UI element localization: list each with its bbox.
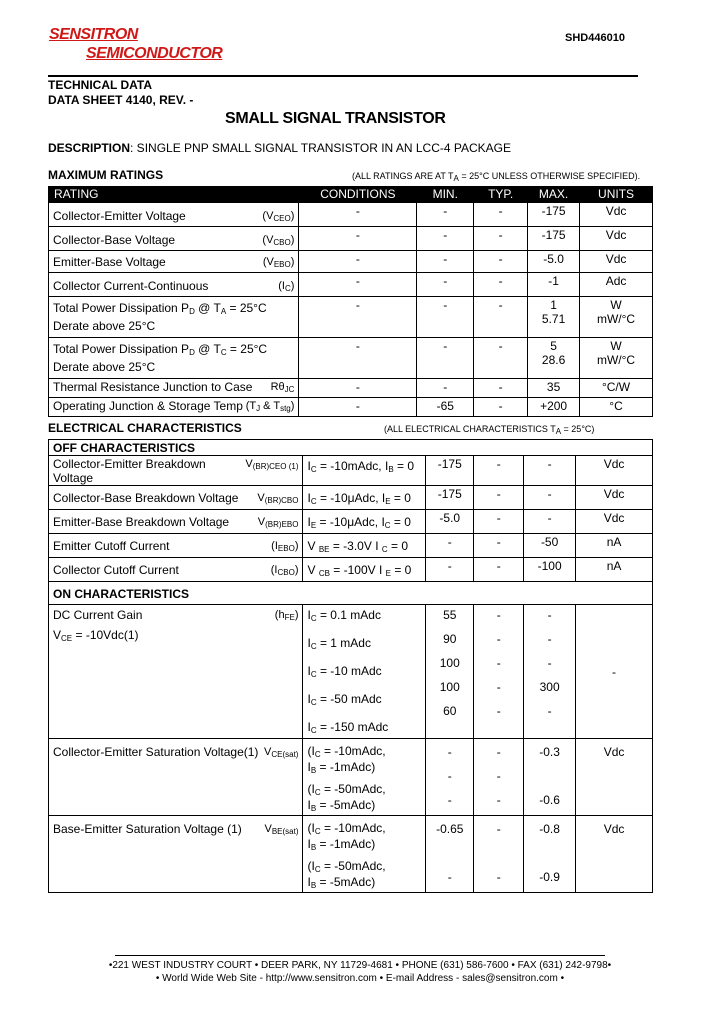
cell: 35 xyxy=(528,379,580,398)
cell: Vdc xyxy=(580,203,653,227)
footer-rule xyxy=(115,955,605,956)
table-row xyxy=(49,398,653,417)
cell: - xyxy=(417,227,474,251)
table-row xyxy=(49,297,653,338)
cell: Vdc xyxy=(576,486,653,510)
col-rating: RATING xyxy=(49,187,299,203)
param-label: Collector-Emitter Saturation Voltage(1) xyxy=(53,745,259,759)
description xyxy=(48,141,511,155)
cell: - xyxy=(474,558,524,582)
col-conditions: CONDITIONS xyxy=(299,187,417,203)
cell: Vdc xyxy=(580,227,653,251)
elec-table xyxy=(48,439,653,893)
cell: -175 xyxy=(426,456,474,486)
cell: - xyxy=(474,486,524,510)
cell: - xyxy=(417,338,474,379)
vbe-sat-min: -0.65 - xyxy=(426,816,474,893)
data-sheet-label: DATA SHEET 4140, REV. - xyxy=(48,93,194,107)
cell: - xyxy=(417,251,474,273)
vbe-sat-max: -0.8 -0.9 xyxy=(524,816,576,893)
cell: -175 xyxy=(528,227,580,251)
cell: °C xyxy=(580,398,653,417)
param-label: Base-Emitter Saturation Voltage (1) xyxy=(53,822,242,836)
cell: -100 xyxy=(524,558,576,582)
cell: - xyxy=(474,203,528,227)
cond: V $_{CB}$ = -100V I $_E$ = 0 xyxy=(303,558,426,582)
table-row: $(I_{CBO})$ Collector Cutoff Current V $_{CB}$ = -100V I $_E$ = 0 - - -100 nA xyxy=(49,558,653,582)
on-heading-row xyxy=(49,582,653,605)
page-title: SMALL SIGNAL TRANSISTOR xyxy=(225,110,446,127)
symbol: $R\theta_{JC}$ xyxy=(270,381,295,394)
table-row xyxy=(49,379,653,398)
cell: - xyxy=(474,251,528,273)
hfe-typ: - - - - - xyxy=(474,605,524,739)
table-row xyxy=(49,338,653,379)
logo-sensitron: SENSITRON xyxy=(49,26,138,43)
cell: - xyxy=(299,297,417,338)
cell: -175 xyxy=(528,203,580,227)
cell: -1 xyxy=(528,273,580,297)
vce-sat-max: -0.3 -0.6 xyxy=(524,739,576,816)
rating-label: Operating Junction & Storage Temp xyxy=(53,399,243,413)
cell: - xyxy=(417,203,474,227)
table-row xyxy=(49,227,653,251)
cell: Adc xyxy=(580,273,653,297)
elec-heading: ELECTRICAL CHARACTERISTICS xyxy=(48,421,242,435)
rating-label: Collector-Base Voltage xyxy=(53,233,176,247)
off-heading-row xyxy=(49,440,653,456)
cell: - xyxy=(474,510,524,534)
symbol: $(V_{EBO})$ xyxy=(262,256,295,269)
note-sub: A xyxy=(453,174,459,183)
cell: -5.0 xyxy=(426,510,474,534)
cell: - xyxy=(474,379,528,398)
cell: - xyxy=(299,227,417,251)
rating-label: Emitter-Base Voltage xyxy=(53,255,166,269)
hfe-conditions: $I_C = 0.1$ mAdc $I_C = 1$ mAdc $I_C = -10$ mAdc $I_C = -50$ mAdc $I_C = -150$ mAdc xyxy=(303,605,426,739)
footer-contact: • World Wide Web Site - http://www.sensitron.com • E-mail Address - sales@sensitron.com • xyxy=(155,973,565,984)
cell: - xyxy=(524,486,576,510)
cell: - xyxy=(474,297,528,338)
on-heading: ON CHARACTERISTICS xyxy=(49,582,653,605)
description-text: : SINGLE PNP SMALL SIGNAL TRANSISTOR IN AN LCC-4 PACKAGE xyxy=(130,141,512,155)
cell: - xyxy=(417,297,474,338)
col-max: MAX. xyxy=(528,187,580,203)
logo-semiconductor: SEMICONDUCTOR xyxy=(86,45,223,62)
cell: - xyxy=(299,398,417,417)
vbe-sat-units: Vdc xyxy=(576,816,653,893)
symbol: $(V_{CEO})$ xyxy=(262,210,295,223)
hfe-row xyxy=(49,605,653,739)
cell: 1 5.71 xyxy=(528,297,580,338)
cell: Vdc xyxy=(580,251,653,273)
cell: - xyxy=(426,534,474,558)
max-ratings-heading: MAXIMUM RATINGS xyxy=(48,168,164,182)
cell: Vdc xyxy=(576,456,653,486)
table-row xyxy=(49,251,653,273)
cell: -50 xyxy=(524,534,576,558)
cell: -175 xyxy=(426,486,474,510)
cell: - xyxy=(299,203,417,227)
rating-label: Collector Current-Continuous xyxy=(53,279,209,293)
hfe-param: $(h_{FE})$ DC Current Gain $V_{CE} = -10Vdc(1)$ xyxy=(49,605,303,739)
cell: -65 xyxy=(417,398,474,417)
cell: - xyxy=(299,273,417,297)
table-row: $V_{(BR)CEO (1)}$ Collector-Emitter Breakdown Voltage $I_C$ = -10mAdc, $I_B = 0$ -175 - - Vdc xyxy=(49,456,653,486)
cond: $I_C$ = -10mAdc, $I_B = 0$ xyxy=(303,456,426,486)
table-row: $V_{(BR)EBO}$ Emitter-Base Breakdown Voltage $I_E = -10\mu Adc$, $I_C = 0$ -5.0 - - Vdc xyxy=(49,510,653,534)
cell: - xyxy=(299,379,417,398)
cell: -5.0 xyxy=(528,251,580,273)
param-label: Emitter Cutoff Current xyxy=(53,539,170,553)
table-row: $V_{(BR)CBO}$ Collector-Base Breakdown Voltage $I_C = -10\mu Adc$, $I_E = 0$ -175 - - Vdc xyxy=(49,486,653,510)
cell: +200 xyxy=(528,398,580,417)
cell: - xyxy=(474,456,524,486)
off-heading: OFF CHARACTERISTICS xyxy=(49,440,653,456)
note-b: = 25°C UNLESS OTHERWISE SPECIFIED). xyxy=(458,171,641,181)
vce-sat-row: $V_{CE(sat)}$ Collector-Emitter Saturation Voltage(1) ($I_C$ = -10mAdc, $I_B$ = -1mAdc) ($I_C$ = -50mAdc, $I_B$ = -5mAdc) - - - - - - -0.3 -0.6 Vdc xyxy=(49,739,653,816)
col-min: MIN. xyxy=(417,187,474,203)
cell: °C/W xyxy=(580,379,653,398)
cell: - xyxy=(417,379,474,398)
part-number: SHD446010 xyxy=(565,32,625,44)
symbol: $(V_{CBO})$ xyxy=(262,234,295,247)
param-label: Emitter-Base Breakdown Voltage xyxy=(53,515,230,529)
cell: - xyxy=(474,338,528,379)
max-ratings-note xyxy=(352,171,640,183)
rating-label: Thermal Resistance Junction to Case xyxy=(53,380,253,394)
vce-sat-units: Vdc xyxy=(576,739,653,816)
col-typ: TYP. xyxy=(474,187,528,203)
cell: W mW/°C xyxy=(580,297,653,338)
cell: - xyxy=(524,510,576,534)
table-row: $(I_{EBO})$ Emitter Cutoff Current V $_{BE}$ = -3.0V I $_C$ = 0 - - -50 nA xyxy=(49,534,653,558)
description-label: DESCRIPTION xyxy=(48,141,131,155)
vbe-sat-conditions: ($I_C$ = -10mAdc, $I_B$ = -1mAdc) ($I_C$ = -50mAdc, $I_B$ = -5mAdc) xyxy=(303,816,426,893)
note-a: (ALL RATINGS ARE AT T xyxy=(352,171,454,181)
cell: - xyxy=(474,273,528,297)
cell: nA xyxy=(576,558,653,582)
cell: - xyxy=(524,456,576,486)
tech-data-block xyxy=(48,78,193,108)
header-rule xyxy=(48,75,638,77)
cell: - xyxy=(299,338,417,379)
cell: - xyxy=(474,534,524,558)
cell: - xyxy=(474,227,528,251)
cell: 5 28.6 xyxy=(528,338,580,379)
max-ratings-table xyxy=(48,186,653,417)
cond: V $_{BE}$ = -3.0V I $_C$ = 0 xyxy=(303,534,426,558)
tech-data-label: TECHNICAL DATA xyxy=(48,78,152,92)
pd-c-rating: Total Power Dissipation $P_D$ @ $T_C = 25^\circ C$ Derate above 25°C xyxy=(49,338,299,379)
cell: - xyxy=(474,398,528,417)
col-units: UNITS xyxy=(580,187,653,203)
elec-note: (ALL ELECTRICAL CHARACTERISTICS $T_A = 25^\circ C$) xyxy=(384,424,595,436)
vce-sat-typ: - - - xyxy=(474,739,524,816)
cell: Vdc xyxy=(576,510,653,534)
symbol: $(I_C)$ xyxy=(278,280,295,293)
hfe-max: - - - 300 - xyxy=(524,605,576,739)
table-row xyxy=(49,273,653,297)
pd-a-rating: Total Power Dissipation $P_D$ @ $T_A = 25^\circ C$ Derate above 25°C xyxy=(49,297,299,338)
vbe-sat-typ: - - xyxy=(474,816,524,893)
table-row xyxy=(49,203,653,227)
cell: nA xyxy=(576,534,653,558)
param-label: Collector-Emitter Breakdown Voltage xyxy=(53,457,206,485)
param-label: Collector Cutoff Current xyxy=(53,563,179,577)
hfe-units: - xyxy=(576,605,653,739)
vce-sat-conditions: ($I_C$ = -10mAdc, $I_B$ = -1mAdc) ($I_C$ = -50mAdc, $I_B$ = -5mAdc) xyxy=(303,739,426,816)
param-label: Collector-Base Breakdown Voltage xyxy=(53,491,239,505)
cell: - xyxy=(299,251,417,273)
cell: W mW/°C xyxy=(580,338,653,379)
cond: $I_E = -10\mu Adc$, $I_C = 0$ xyxy=(303,510,426,534)
hfe-min: 55 90 100 100 60 xyxy=(426,605,474,739)
vbe-sat-row: $V_{BE(sat)}$ Base-Emitter Saturation Voltage (1) ($I_C$ = -10mAdc, $I_B$ = -1mAdc) ($I_C$ = -50mAdc, $I_B$ = -5mAdc) -0.65 - - - -0.8 -0.9 Vdc xyxy=(49,816,653,893)
cell: - xyxy=(426,558,474,582)
table-header-row xyxy=(49,187,653,203)
cell: - xyxy=(417,273,474,297)
vce-sat-min: - - - xyxy=(426,739,474,816)
footer-address: •221 WEST INDUSTRY COURT • DEER PARK, NY 11729-4681 • PHONE (631) 586-7600 • FAX (631) 242-9798• xyxy=(108,960,612,971)
rating-label: Collector-Emitter Voltage xyxy=(53,209,186,223)
cond: $I_C = -10\mu Adc$, $I_E = 0$ xyxy=(303,486,426,510)
symbol: ($T_J$ & $T_{stg}$) xyxy=(245,400,295,413)
